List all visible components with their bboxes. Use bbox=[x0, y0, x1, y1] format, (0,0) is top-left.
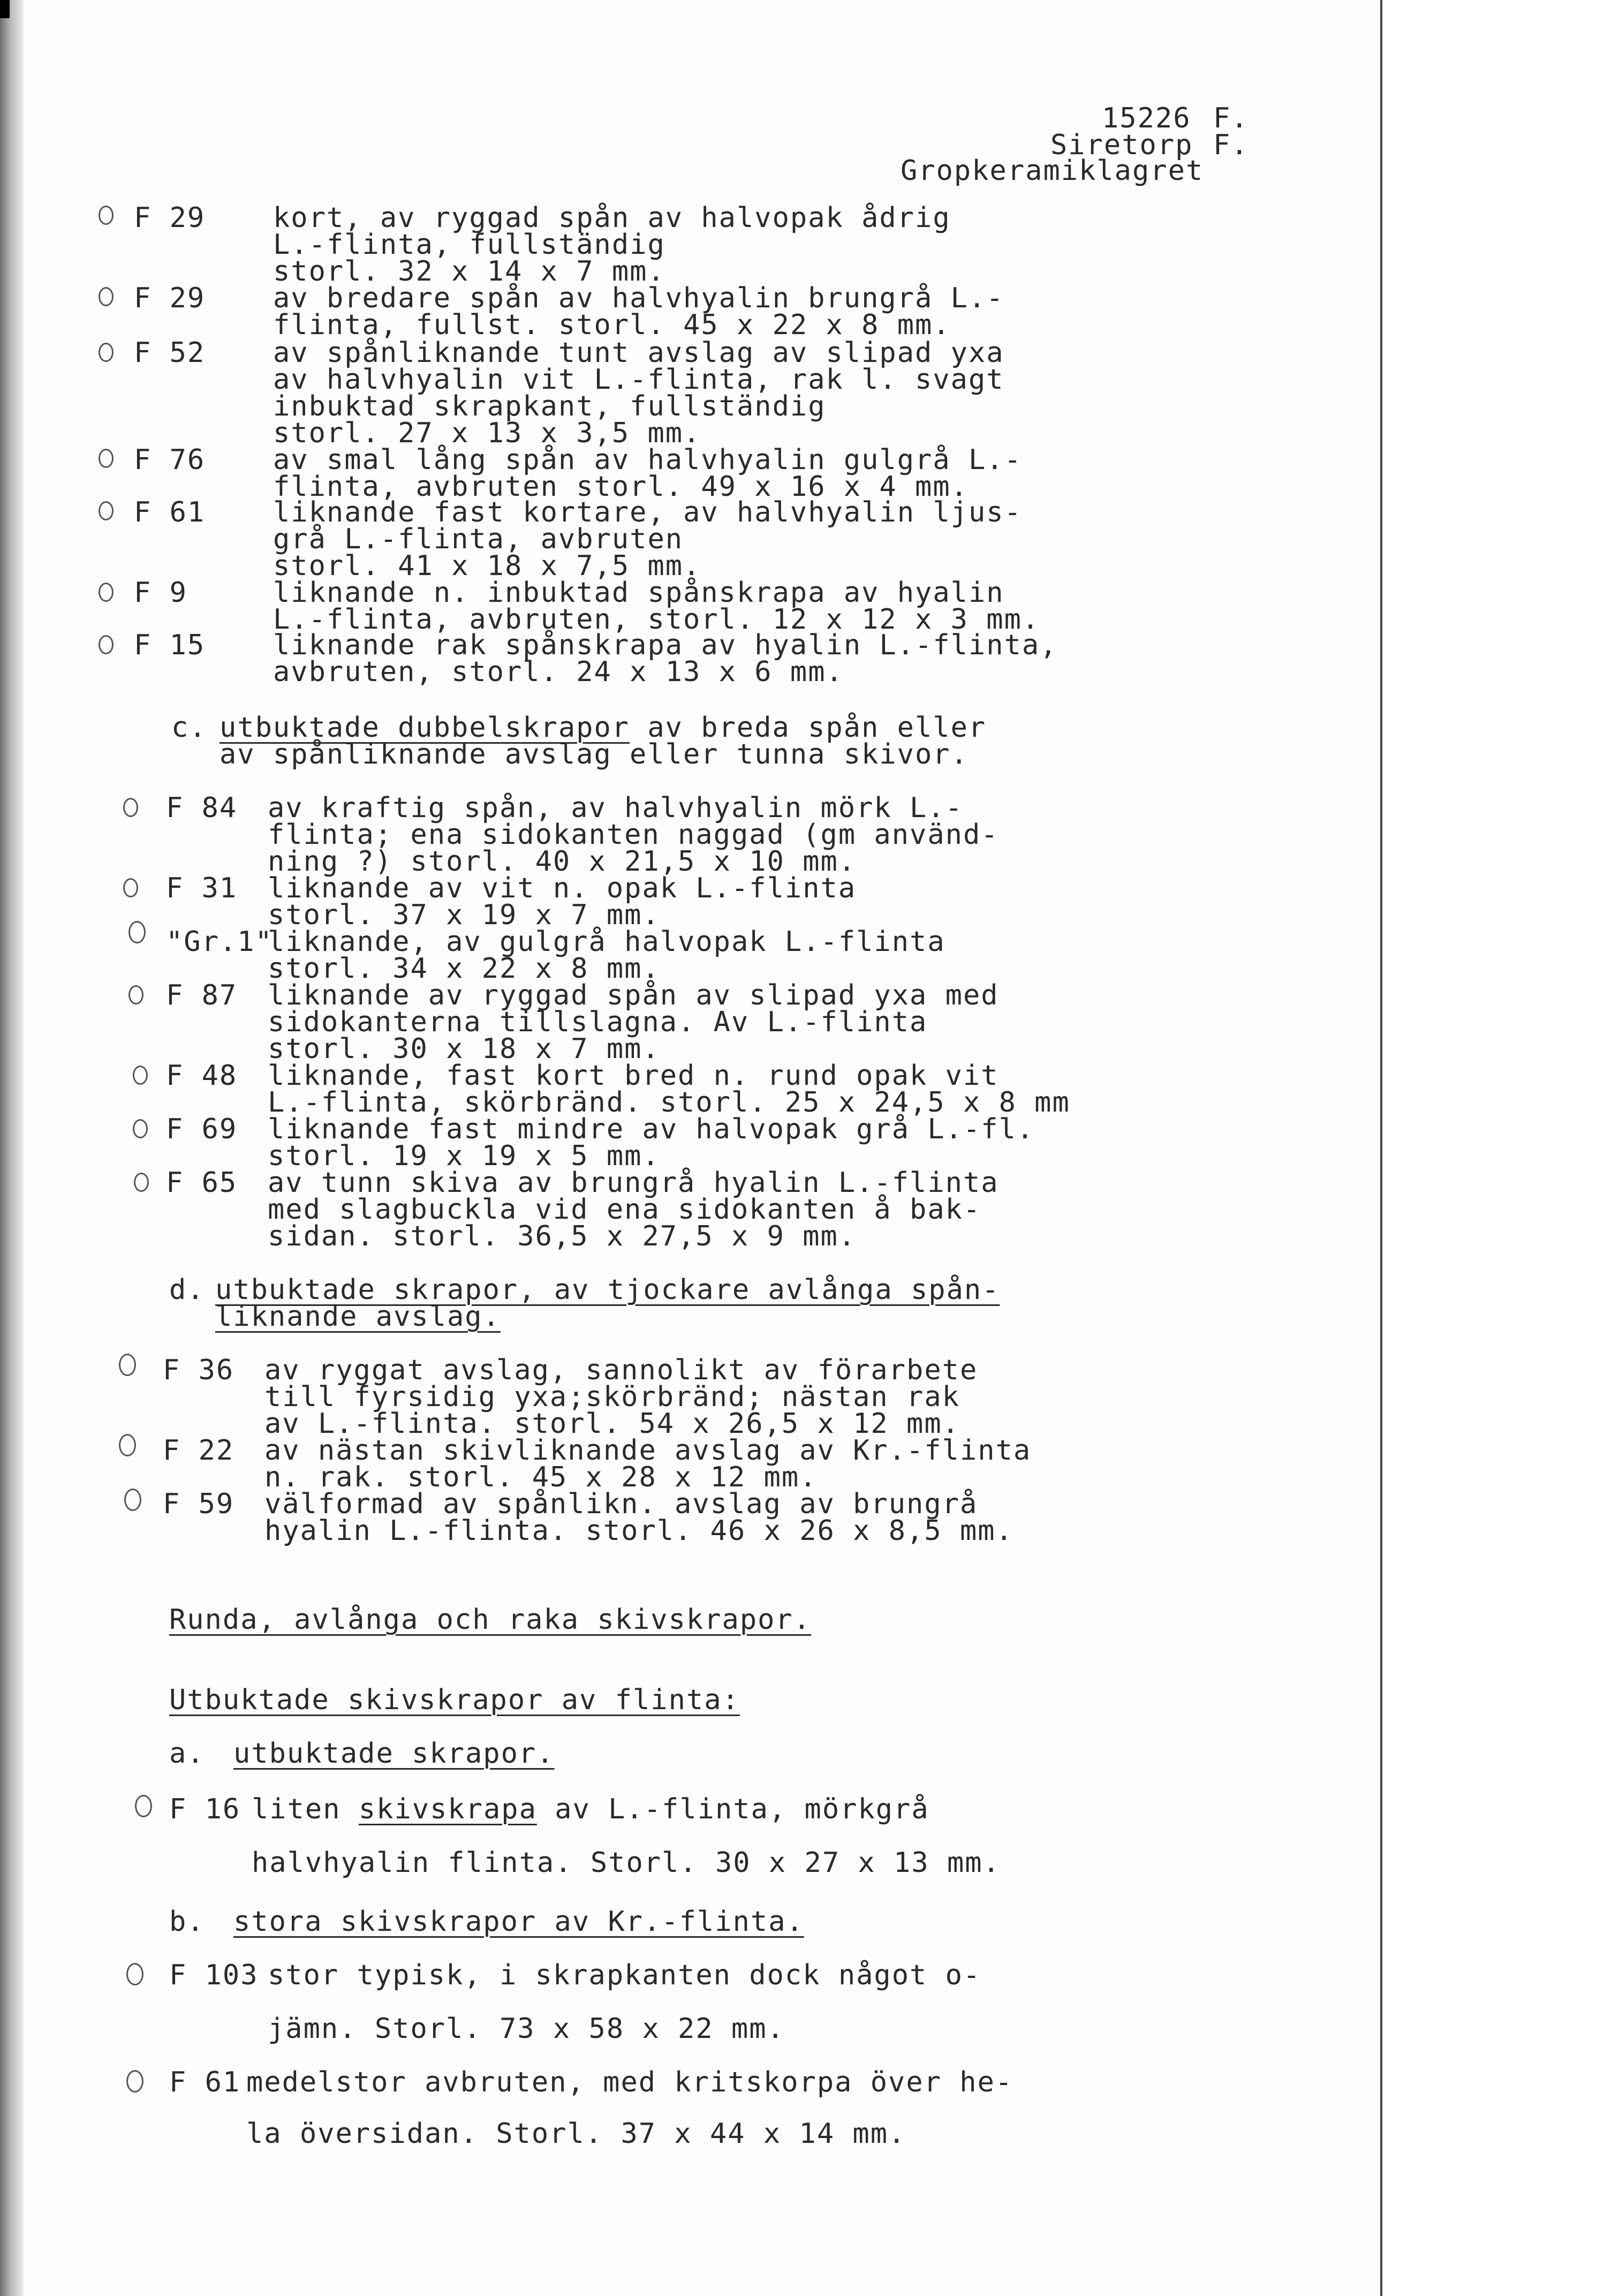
entry-id: F 84 bbox=[166, 792, 238, 824]
entry-line: n. rak. storl. 45 x 28 x 12 mm. bbox=[264, 1461, 818, 1493]
entry-line: liknande av vit n. opak L.-flinta bbox=[268, 872, 857, 904]
entry-id: F 69 bbox=[166, 1113, 238, 1145]
entry-line: storl. 37 x 19 x 7 mm. bbox=[268, 899, 660, 931]
entry-line: grå L.-flinta, avbruten bbox=[273, 523, 684, 555]
entry-line: av halvhyalin vit L.-flinta, rak l. svagt bbox=[273, 364, 1004, 396]
entry-line: ning ?) storl. 40 x 21,5 x 10 mm. bbox=[268, 845, 857, 878]
entry-line: av tunn skiva av brungrå hyalin L.-flinta bbox=[268, 1167, 999, 1199]
entry-line: av kraftig spån, av halvhyalin mörk L.- bbox=[268, 792, 963, 824]
tick-mark bbox=[128, 985, 143, 1004]
entry-id: "Gr.1" bbox=[166, 926, 273, 958]
tick-mark bbox=[99, 583, 114, 602]
entry-id: F 22 bbox=[163, 1434, 234, 1467]
site-name: Siretorp bbox=[1050, 129, 1193, 161]
entry-line: av smal lång spån av halvhyalin gulgrå L.- bbox=[273, 444, 1022, 476]
entry-line: flinta, fullst. storl. 45 x 22 x 8 mm. bbox=[273, 309, 951, 341]
scan-right-margin bbox=[1382, 0, 1619, 2296]
tick-mark bbox=[134, 1173, 149, 1192]
entry-line: kort, av ryggad spån av halvopak ådrig bbox=[273, 202, 951, 234]
section-heading bbox=[220, 712, 987, 744]
tick-mark bbox=[99, 635, 114, 654]
header-f-1: F. bbox=[1213, 102, 1249, 134]
entry-line: av L.-flinta. storl. 54 x 26,5 x 12 mm. bbox=[264, 1408, 960, 1440]
entry-id: F 61 bbox=[169, 2066, 241, 2098]
entry-line: liknande, av gulgrå halvopak L.-flinta bbox=[268, 926, 945, 958]
tick-mark bbox=[123, 798, 138, 817]
entry-line: av nästan skivliknande avslag av Kr.-flinta bbox=[264, 1434, 1032, 1467]
layer-name: Gropkeramiklagret bbox=[901, 155, 1204, 187]
entry-line: storl. 27 x 13 x 3,5 mm. bbox=[273, 417, 701, 449]
section-heading-line-2: liknande avslag. bbox=[215, 1301, 501, 1333]
entry-line: avbruten, storl. 24 x 13 x 6 mm. bbox=[273, 656, 844, 688]
tick-mark bbox=[119, 1434, 136, 1456]
entry-line: L.-flinta, avbruten, storl. 12 x 12 x 3 mm. bbox=[273, 603, 1040, 636]
entry-id: F 65 bbox=[166, 1167, 238, 1199]
tick-mark bbox=[99, 287, 114, 306]
section-heading-rest: av breda spån eller bbox=[630, 712, 987, 744]
entry-id: F 48 bbox=[166, 1060, 238, 1092]
entry-id: F 29 bbox=[134, 202, 206, 234]
catalog-number: 15226 bbox=[1102, 102, 1191, 134]
header-f-2: F. bbox=[1213, 129, 1249, 161]
entry-line: liknande n. inbuktad spånskrapa av hyalin bbox=[273, 577, 1004, 609]
entry-id: F 36 bbox=[163, 1354, 234, 1386]
section-heading-underlined: utbuktade dubbelskrapor bbox=[220, 712, 630, 744]
entry-line bbox=[252, 1793, 929, 1825]
entry-line: med slagbuckla vid ena sidokanten å bak- bbox=[268, 1194, 981, 1226]
entry-id: F 31 bbox=[166, 872, 238, 904]
heading-utbuktade: Utbuktade skivskrapor av flinta: bbox=[169, 1684, 740, 1716]
entry-line: medelstor avbruten, med kritskorpa över he- bbox=[246, 2066, 1013, 2098]
entry-id: F 52 bbox=[134, 337, 206, 369]
section-heading-line-2: av spånliknande avslag eller tunna skivor. bbox=[220, 738, 969, 771]
entry-id: F 16 bbox=[169, 1793, 241, 1825]
entry-line: liknande rak spånskrapa av hyalin L.-flinta, bbox=[273, 629, 1058, 661]
tick-mark bbox=[133, 1066, 148, 1085]
entry-line: stor typisk, i skrapkanten dock något o- bbox=[268, 1959, 981, 1991]
entry-line: inbuktad skrapkant, fullständig bbox=[273, 390, 826, 422]
entry-id: F 29 bbox=[134, 282, 206, 314]
tick-mark bbox=[119, 1354, 136, 1376]
section-letter: c. bbox=[171, 712, 207, 744]
entry-line: av spånliknande tunt avslag av slipad yxa bbox=[273, 337, 1004, 369]
entry-id: F 87 bbox=[166, 979, 238, 1011]
entry-line: flinta, avbruten storl. 49 x 16 x 4 mm. bbox=[273, 471, 969, 503]
tick-mark bbox=[123, 878, 138, 897]
entry-line: sidokanterna tillslagna. Av L.-flinta bbox=[268, 1006, 928, 1038]
entry-id: F 103 bbox=[169, 1959, 259, 1991]
entry-line: jämn. Storl. 73 x 58 x 22 mm. bbox=[268, 2013, 785, 2045]
entry-line: L.-flinta, fullständig bbox=[273, 229, 665, 261]
subsection-heading: stora skivskrapor av Kr.-flinta. bbox=[233, 1906, 804, 1938]
entry-id: F 9 bbox=[134, 577, 187, 609]
subsection-heading: utbuktade skrapor. bbox=[233, 1738, 555, 1770]
entry-id: F 76 bbox=[134, 444, 206, 476]
tick-mark bbox=[135, 1795, 152, 1817]
entry-text: av L.-flinta, mörkgrå bbox=[536, 1793, 929, 1825]
entry-line: storl. 34 x 22 x 8 mm. bbox=[268, 953, 660, 985]
entry-line: storl. 41 x 18 x 7,5 mm. bbox=[273, 550, 701, 582]
entry-line: storl. 32 x 14 x 7 mm. bbox=[273, 255, 665, 288]
tick-mark bbox=[99, 501, 114, 520]
scan-left-edge bbox=[0, 0, 24, 2296]
subsection-letter: b. bbox=[169, 1906, 205, 1938]
entry-id: F 15 bbox=[134, 629, 206, 661]
entry-line: storl. 19 x 19 x 5 mm. bbox=[268, 1140, 660, 1172]
tick-mark bbox=[128, 921, 146, 943]
section-letter: d. bbox=[169, 1274, 205, 1306]
entry-line: av ryggat avslag, sannolikt av förarbete bbox=[264, 1354, 978, 1386]
entry-text: liten bbox=[252, 1793, 359, 1825]
entry-line: hyalin L.-flinta. storl. 46 x 26 x 8,5 mm. bbox=[264, 1515, 1013, 1547]
heading-runda: Runda, avlånga och raka skivskrapor. bbox=[169, 1604, 812, 1636]
entry-line: L.-flinta, skörbränd. storl. 25 x 24,5 x 8 mm bbox=[268, 1086, 1070, 1119]
tick-mark bbox=[99, 449, 114, 468]
tick-mark bbox=[126, 1963, 143, 1985]
tick-mark bbox=[99, 343, 114, 362]
entry-line: liknande, fast kort bred n. rund opak vit bbox=[268, 1060, 999, 1092]
entry-line: liknande fast mindre av halvopak grå L.-fl. bbox=[268, 1113, 1035, 1145]
entry-line: sidan. storl. 36,5 x 27,5 x 9 mm. bbox=[268, 1220, 857, 1252]
tick-mark bbox=[126, 2070, 143, 2093]
section-heading: utbuktade skrapor, av tjockare avlånga spån- bbox=[215, 1274, 1000, 1306]
entry-id: F 61 bbox=[134, 496, 206, 528]
entry-line: storl. 30 x 18 x 7 mm. bbox=[268, 1033, 660, 1065]
entry-line: liknande fast kortare, av halvhyalin ljus- bbox=[273, 496, 1022, 528]
entry-line: av bredare spån av halvhyalin brungrå L.- bbox=[273, 282, 1004, 314]
tick-mark bbox=[124, 1489, 141, 1511]
entry-line: la översidan. Storl. 37 x 44 x 14 mm. bbox=[246, 2118, 906, 2150]
entry-line: halvhyalin flinta. Storl. 30 x 27 x 13 mm. bbox=[252, 1847, 1001, 1879]
tick-mark bbox=[133, 1119, 148, 1138]
entry-line: flinta; ena sidokanten naggad (gm använd- bbox=[268, 819, 999, 851]
entry-line: välformad av spånlikn. avslag av brungrå bbox=[264, 1488, 978, 1520]
entry-id: F 59 bbox=[163, 1488, 234, 1520]
entry-line: liknande av ryggad spån av slipad yxa med bbox=[268, 979, 999, 1011]
subsection-letter: a. bbox=[169, 1738, 205, 1770]
entry-line: till fyrsidig yxa;skörbränd; nästan rak bbox=[264, 1381, 960, 1413]
entry-text-underlined: skivskrapa bbox=[358, 1793, 537, 1825]
scan-corner-mark bbox=[0, 0, 10, 18]
tick-mark bbox=[99, 206, 114, 225]
